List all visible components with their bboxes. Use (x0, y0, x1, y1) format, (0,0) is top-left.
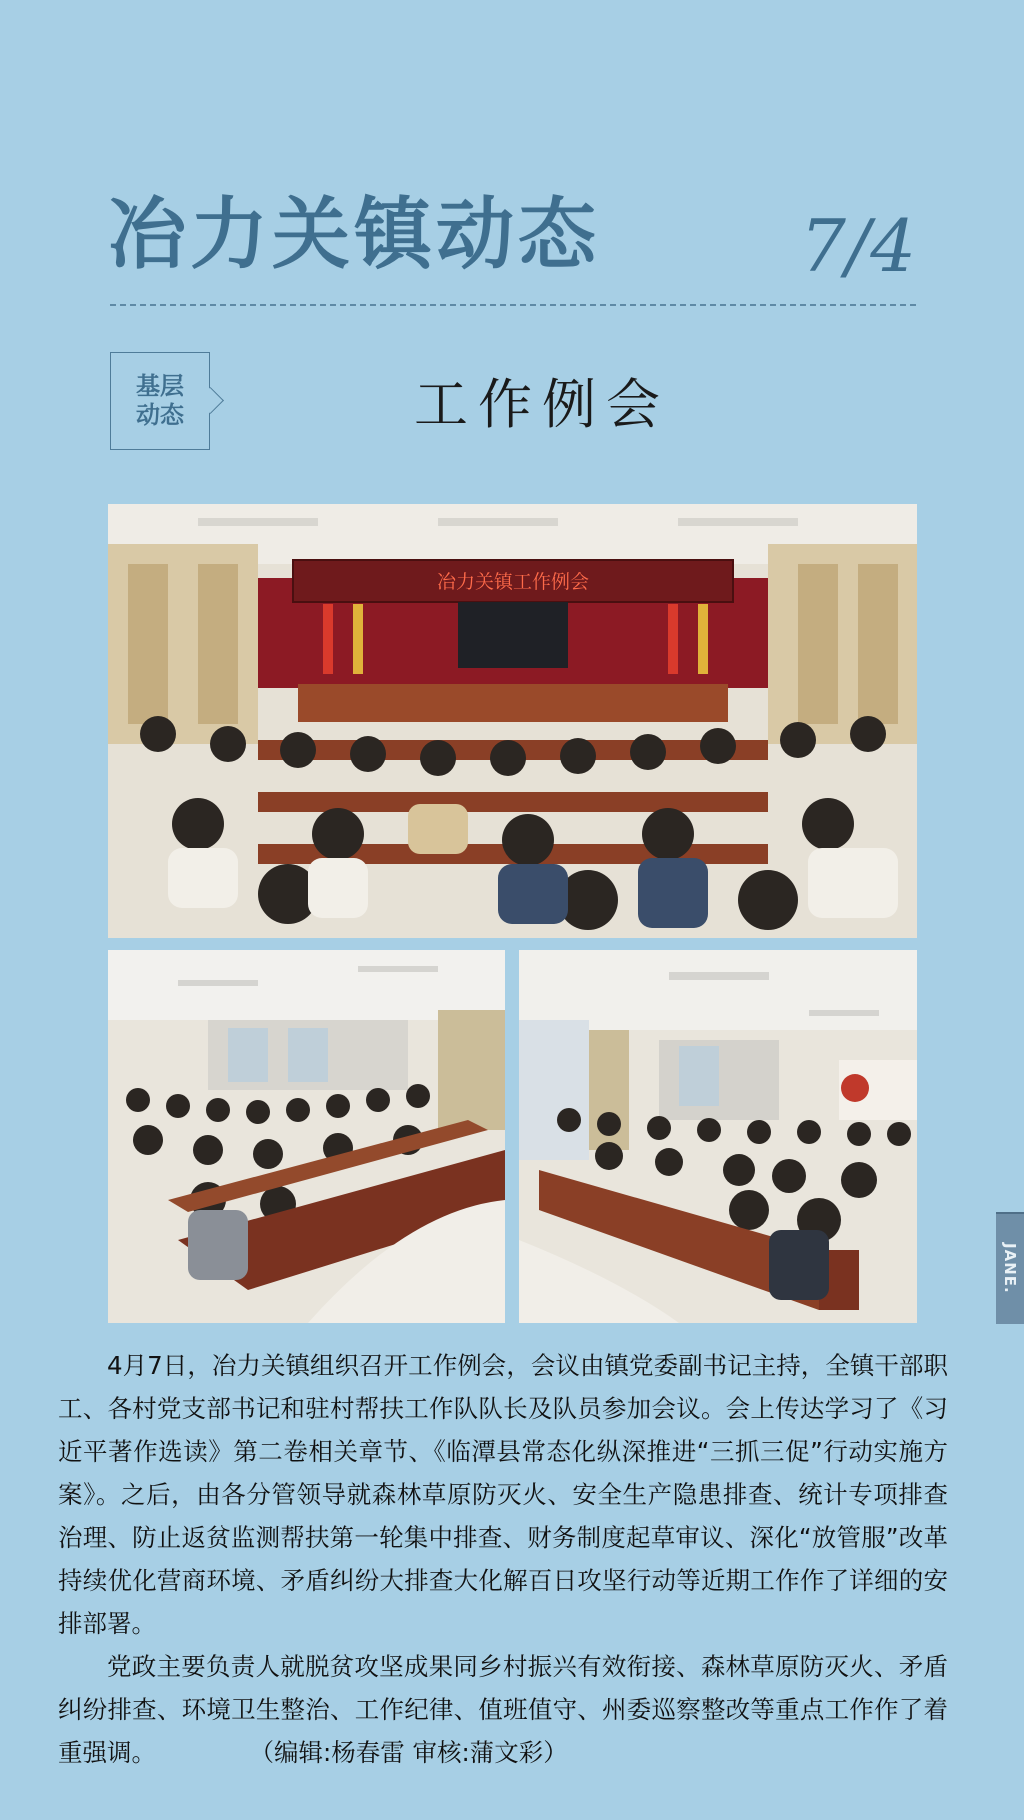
meeting-room-left-image (108, 950, 505, 1323)
photo-left (108, 950, 505, 1323)
section-tag-line2: 动态 (136, 401, 184, 429)
meeting-hall-image (108, 504, 917, 938)
side-mark-line (996, 1212, 1024, 1214)
meeting-room-right-image (519, 950, 917, 1323)
masthead-title: 冶力关镇动态 (108, 190, 601, 280)
paragraph-2 (58, 1645, 948, 1774)
section-tag-line1: 基层 (136, 372, 184, 401)
photo-main (108, 504, 917, 938)
banner-text: 冶力关镇工作例会 (436, 571, 590, 593)
paragraph-2-text: 党政主要负责人就脱贫攻坚成果同乡村振兴有效衔接、森林草原防灭火、矛盾纠纷排查、环境卫生整治、工作纪律、值班值守、州委巡察整改等重点工作作了着重强调。 (58, 1652, 948, 1767)
article-body (58, 1344, 948, 1774)
editor-credit: （编辑:杨春雷 审核:蒲文彩） (249, 1738, 568, 1767)
article-title: 工作例会 (414, 373, 670, 436)
masthead-divider (110, 304, 916, 306)
side-mark: JANE. (996, 1212, 1024, 1324)
photo-right (519, 950, 917, 1323)
paragraph-1: 4月7日，冶力关镇组织召开工作例会，会议由镇党委副书记主持，全镇干部职工、各村党支部书记和驻村帮扶工作队队长及队员参加会议。会上传达学习了《习近平著作选读》第二卷相关章节、《临潭县常态化纵深推进“三抓三促”行动实施方案》。之后，由各分管领导就森林草原防灭火、安全生产隐患排查、统计专项排查治理、防止返贫监测帮扶第一轮集中排查、财务制度起草审议、深化“放管服”改革持续优化营商环境、矛盾纠纷大排查大化解百日攻坚行动等近期工作作了详细的安排部署。 (58, 1351, 948, 1638)
masthead-date: 7/4 (800, 204, 916, 288)
